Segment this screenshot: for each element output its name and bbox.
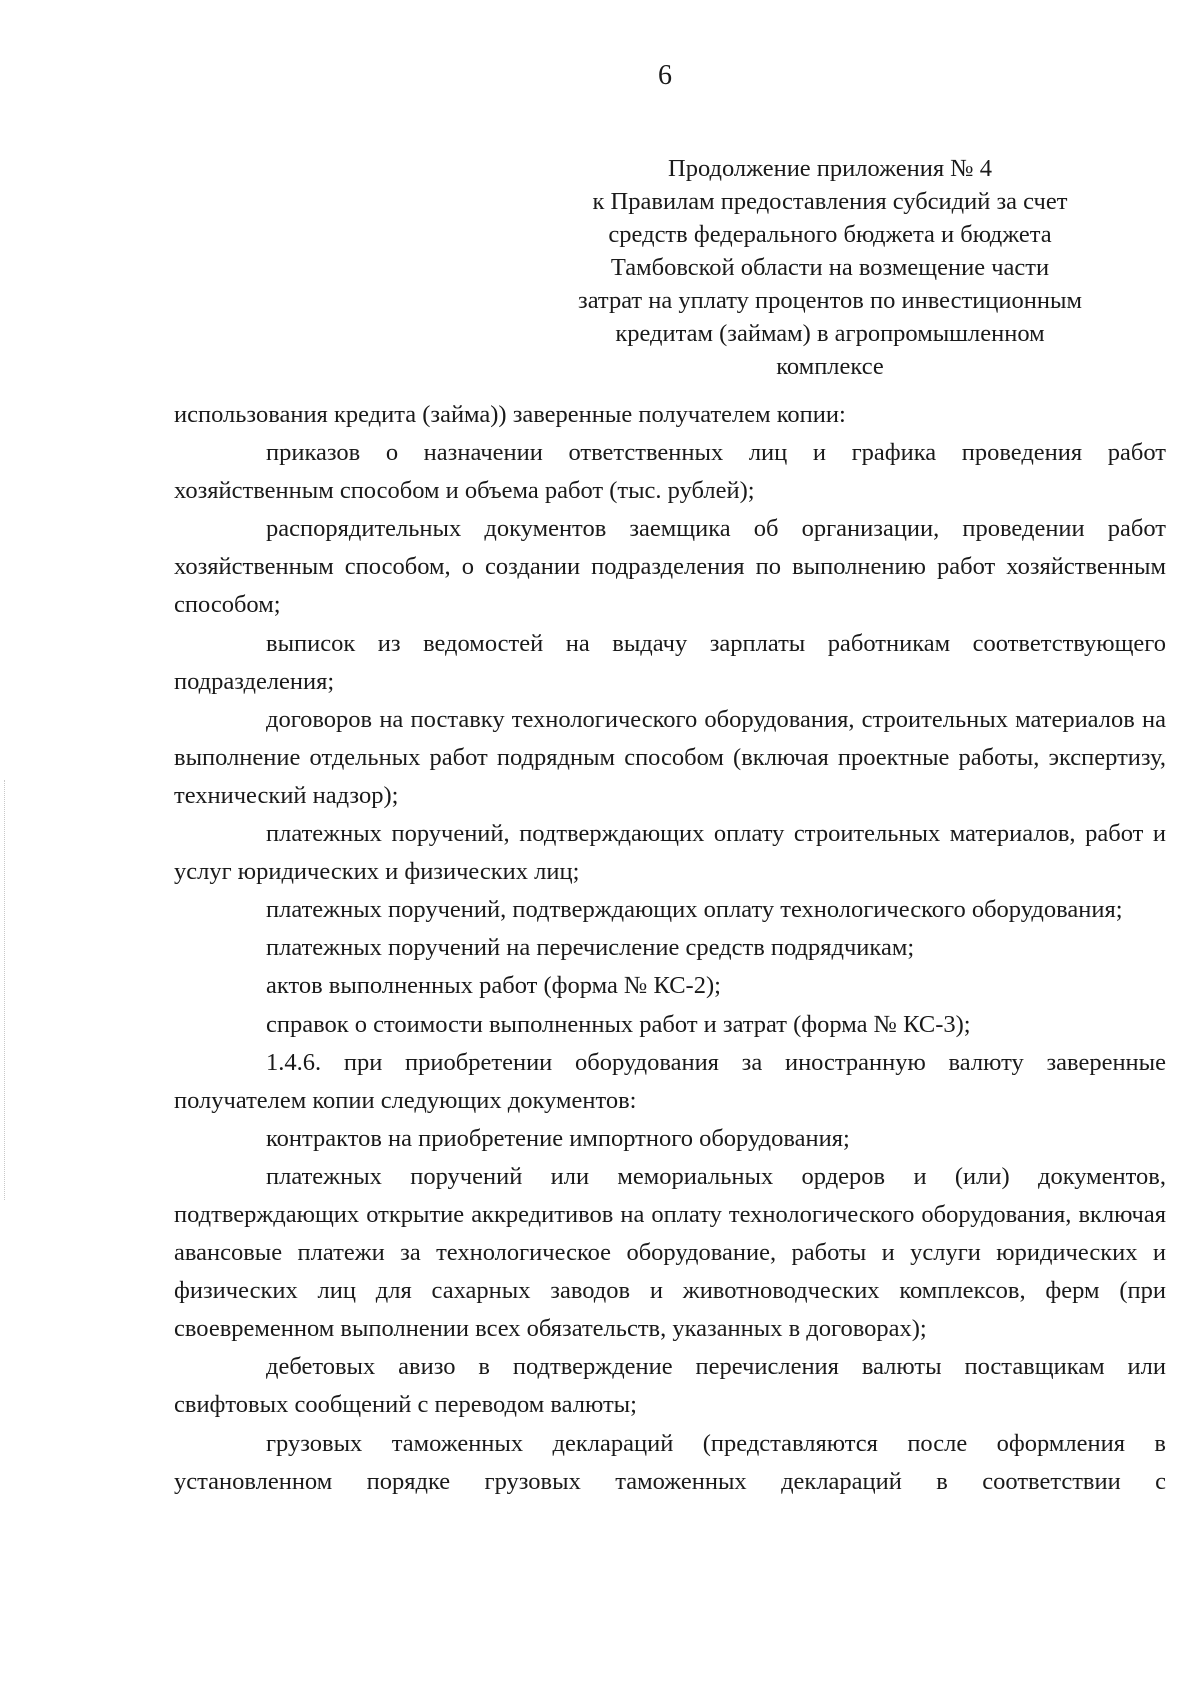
paragraph-payment-orders-equipment: платежных поручений, подтверждающих оплату технологического оборудования;	[266, 896, 1123, 924]
paragraph-supply-contracts: договоров на поставку технологического оборудования, строительных материалов на выполнение отдельных работ подрядным способом (включая проектные работы, экспертизу, технический надзор);	[174, 705, 1166, 809]
paragraph-letters-of-credit: платежных поручений или мемориальных ордеров и (или) документов, подтверждающих открытие аккредитивов на оплату технологического оборудования, включая авансовые платежи за технологическое оборудование, работы и услуги юридических и физических лиц для сахарных заводов и животноводческих комплексов, ферм (при своевременном выполнении всех обязательств, указанных в договорах);	[174, 1162, 1166, 1343]
body-text	[174, 396, 1166, 1501]
paragraph-customs-declarations: грузовых таможенных деклараций (представляются после оформления в установленном порядке грузовых таможенных деклараций в соответствии с	[174, 1429, 1166, 1495]
paragraph-payment-orders-materials: платежных поручений, подтверждающих оплату строительных материалов, работ и услуг юридических и физических лиц;	[174, 820, 1166, 886]
header-line: к Правилам предоставления субсидий за счет	[592, 188, 1068, 215]
header-line: Продолжение приложения № 4	[668, 155, 992, 182]
header-line: кредитам (займам) в агропромышленном	[615, 320, 1045, 347]
paragraph-import-contracts: контрактов на приобретение импортного оборудования;	[266, 1124, 850, 1152]
paragraph-administrative-documents: распорядительных документов заемщика об организации, проведении работ хозяйственным способом, о создании подразделения по выполнению работ хозяйственным способом;	[174, 515, 1166, 619]
paragraph-continuation: использования кредита (займа)) заверенные получателем копии:	[174, 401, 846, 428]
header-line: комплексе	[776, 353, 884, 380]
paragraph-payment-orders-contractors: платежных поручений на перечисление средств подрядчикам;	[266, 934, 915, 962]
page-number: 6	[658, 60, 672, 91]
paragraph-acts-ks2: актов выполненных работ (форма № КС-2);	[266, 972, 721, 1000]
header-line: затрат на уплату процентов по инвестиционным	[578, 287, 1082, 314]
paragraph-payroll-extracts: выписок из ведомостей на выдачу зарплаты работникам соответствующего подразделения;	[174, 629, 1166, 695]
header-line: средств федерального бюджета и бюджета	[608, 221, 1052, 248]
header-line: Тамбовской области на возмещение части	[610, 254, 1050, 281]
paragraph-debit-advices: дебетовых авизо в подтверждение перечисления валюты поставщикам или свифтовых сообщений с переводом валюты;	[174, 1353, 1166, 1419]
paragraph-certificates-ks3: справок о стоимости выполненных работ и затрат (форма № КС-3);	[266, 1010, 971, 1038]
appendix-header	[560, 152, 1100, 383]
paragraph-orders: приказов о назначении ответственных лиц и графика проведения работ хозяйственным способом и объема работ (тыс. рублей);	[174, 439, 1166, 505]
scan-margin-marks	[4, 780, 8, 1200]
paragraph-clause-1-4-6: 1.4.6. при приобретении оборудования за иностранную валюту заверенные получателем копии следующих документов:	[174, 1048, 1166, 1114]
